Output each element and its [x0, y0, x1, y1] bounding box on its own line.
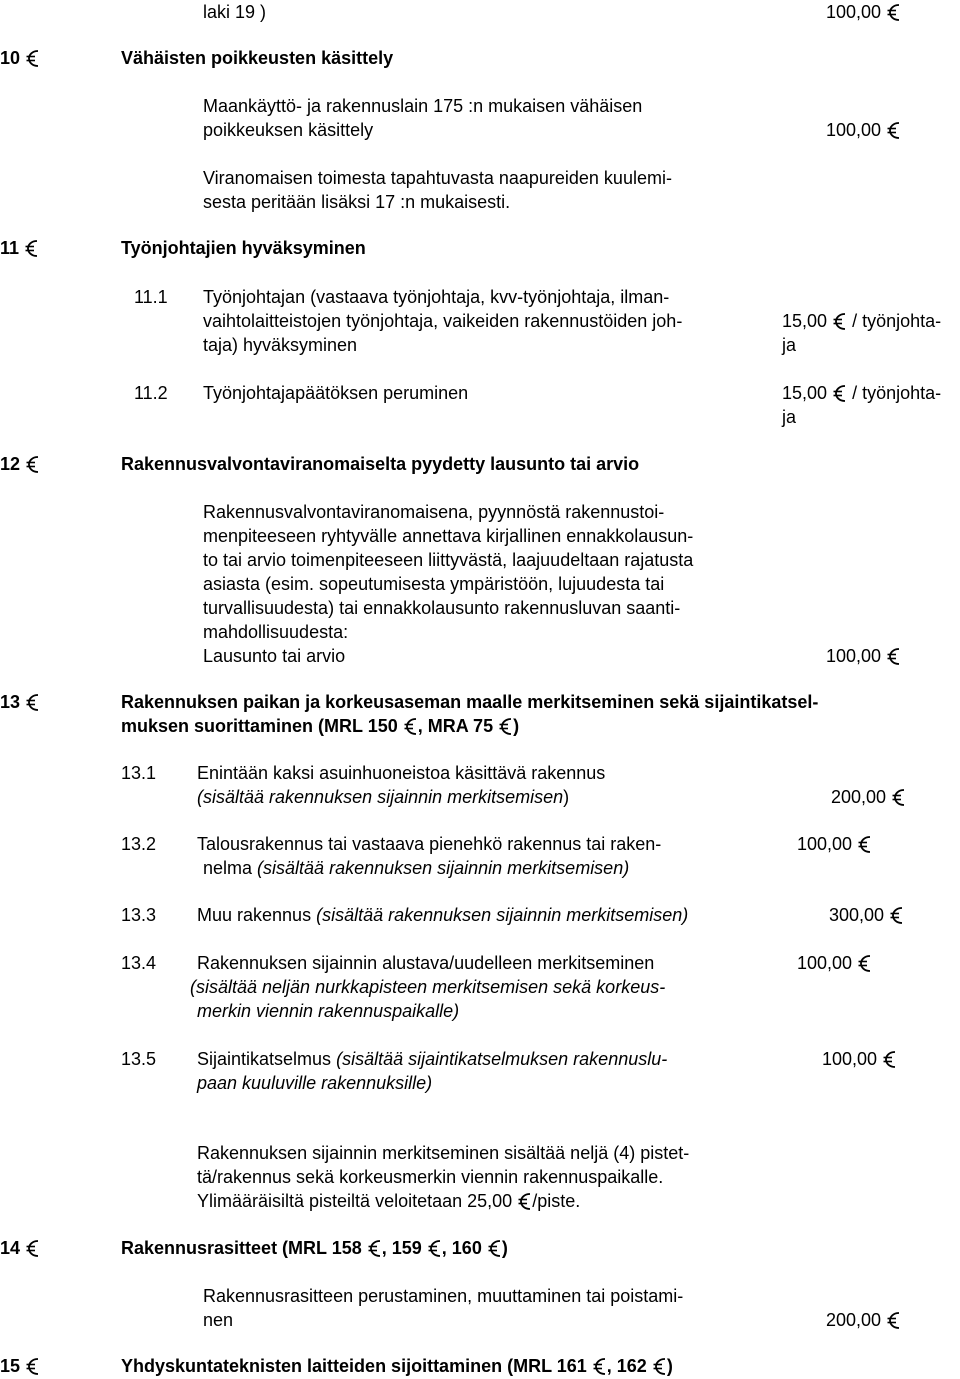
fee-unit: ja — [782, 407, 797, 427]
section-title: Rakennusvalvontaviranomaiselta pyydetty lausunto tai arvio — [121, 454, 640, 474]
note-line: tä/rakennus sekä korkeusmerkin viennin rakennuspaikalle. — [197, 1167, 664, 1187]
note-line: Rakennuksen sijainnin merkitseminen sisältää neljä (4) pistet- — [197, 1143, 690, 1163]
item-number: 13.5 — [121, 1049, 157, 1069]
paragraph-line: asiasta (esim. sopeutumisesta ympäristöön, lujuudesta tai — [203, 574, 665, 594]
law-ref: laki 19 ) — [203, 2, 267, 22]
euro-icon — [883, 1050, 897, 1068]
section-sign-icon — [593, 1357, 607, 1375]
paragraph-line: menpiteeseen ryhtyvälle annettava kirjallinen ennakkolausun- — [203, 526, 694, 546]
fee-amount: 100,00 — [797, 832, 872, 856]
paragraph-line: Maankäyttö- ja rakennuslain 175 :n mukaisen vähäisen — [203, 96, 643, 116]
section-title: Rakennusrasitteet (MRL 158 , 159 , 160 ) — [121, 1238, 508, 1258]
section-number: 15 — [0, 1354, 40, 1378]
section-number: 13 — [0, 690, 40, 714]
note-line: Ylimääräisiltä pisteiltä veloitetaan 25,00 /piste. — [197, 1191, 581, 1211]
paragraph-line: Lausunto tai arvio — [203, 646, 346, 666]
fee-amount: 200,00 — [831, 785, 906, 809]
fee-amount: 100,00 — [826, 118, 901, 142]
section-sign-icon — [26, 455, 40, 473]
section-sign-icon — [428, 1239, 442, 1257]
euro-icon — [887, 3, 901, 21]
fee-amount: 200,00 — [826, 1308, 901, 1332]
fee-amount: 300,00 — [829, 903, 904, 927]
item-number: 13.4 — [121, 953, 157, 973]
euro-icon — [858, 835, 872, 853]
section-sign-icon — [26, 1239, 40, 1257]
section-title: Rakennuksen paikan ja korkeusaseman maalle merkitseminen sekä sijaintikatsel- — [121, 692, 819, 712]
item-line: (sisältää neljän nurkkapisteen merkitsemisen sekä korkeus- — [190, 977, 666, 997]
item-number: 13.1 — [121, 763, 157, 783]
item-number: 11.1 — [134, 287, 168, 307]
section-sign-icon — [26, 1357, 40, 1375]
item-number: 13.2 — [121, 834, 157, 854]
item-line: Enintään kaksi asuinhuoneistoa käsittävä rakennus — [197, 763, 606, 783]
fee-amount: 100,00 — [822, 1047, 897, 1071]
fee-amount: 100,00 — [826, 644, 901, 668]
item-number: 13.3 — [121, 905, 157, 925]
section-sign-icon — [26, 49, 40, 67]
paragraph-line: Rakennusvalvontaviranomaisena, pyynnöstä rakennustoi- — [203, 502, 665, 522]
paragraph-line: to tai arvio toimenpiteeseen liittyvästä, laajuudeltaan rajatusta — [203, 550, 694, 570]
item-line: Muu rakennus (sisältää rakennuksen sijainnin merkitsemisen) — [197, 905, 689, 925]
section-number: 10 — [0, 46, 40, 70]
euro-icon — [833, 312, 847, 330]
fee-amount: 100,00 — [826, 0, 901, 24]
item-number: 11.2 — [134, 383, 168, 403]
note-line: Viranomaisen toimesta tapahtuvasta naapureiden kuulemi- — [203, 168, 672, 188]
item-line: vaihtolaitteistojen työnjohtaja, vaikeiden rakennustöiden joh- — [203, 311, 683, 331]
fee-unit: ja — [782, 335, 797, 355]
item-line: Rakennuksen sijainnin alustava/uudelleen merkitseminen — [197, 953, 655, 973]
fee-amount: 15,00 / työnjohta- — [782, 383, 942, 403]
fee-amount: 100,00 — [797, 951, 872, 975]
item-line: Työnjohtajapäätöksen peruminen — [203, 383, 469, 403]
section-sign-icon — [368, 1239, 382, 1257]
paragraph-line: mahdollisuudesta: — [203, 622, 349, 642]
section-title: Työnjohtajien hyväksyminen — [121, 238, 366, 258]
item-line: Työnjohtajan (vastaava työnjohtaja, kvv-työnjohtaja, ilman- — [203, 287, 670, 307]
euro-icon — [887, 121, 901, 139]
section-sign-icon — [499, 717, 513, 735]
euro-icon — [890, 906, 904, 924]
section-sign-icon — [404, 717, 418, 735]
section-number: 11 — [0, 236, 39, 260]
section-number: 14 — [0, 1236, 40, 1260]
item-line: (sisältää rakennuksen sijainnin merkitsemisen) — [197, 787, 570, 807]
section-title: Yhdyskuntateknisten laitteiden sijoittaminen (MRL 161 , 162 ) — [121, 1356, 673, 1376]
euro-icon — [887, 647, 901, 665]
paragraph-line: nen — [203, 1310, 234, 1330]
section-number: 12 — [0, 452, 40, 476]
euro-icon — [833, 384, 847, 402]
euro-icon — [892, 788, 906, 806]
section-title: Vähäisten poikkeusten käsittely — [121, 48, 394, 68]
euro-icon — [887, 1311, 901, 1329]
section-title: muksen suorittaminen (MRL 150 , MRA 75 ) — [121, 716, 520, 736]
item-line: Sijaintikatselmus (sisältää sijaintikatselmuksen rakennuslu- — [197, 1049, 668, 1069]
section-sign-icon — [653, 1357, 667, 1375]
paragraph-line: Rakennusrasitteen perustaminen, muuttaminen tai poistami- — [203, 1286, 684, 1306]
note-line: sesta peritään lisäksi 17 :n mukaisesti. — [203, 192, 511, 212]
section-sign-icon — [25, 239, 39, 257]
section-sign-icon — [26, 693, 40, 711]
item-line: nelma (sisältää rakennuksen sijainnin merkitsemisen) — [203, 858, 630, 878]
item-line: taja) hyväksyminen — [203, 335, 358, 355]
paragraph-line: turvallisuudesta) tai ennakkolausunto rakennusluvan saanti- — [203, 598, 681, 618]
fee-amount: 15,00 / työnjohta- — [782, 311, 942, 331]
section-sign-icon — [488, 1239, 502, 1257]
item-line: Talousrakennus tai vastaava pienehkö rakennus tai raken- — [197, 834, 662, 854]
item-line: paan kuuluville rakennuksille) — [197, 1073, 433, 1093]
paragraph-line: poikkeuksen käsittely — [203, 120, 374, 140]
euro-icon — [858, 954, 872, 972]
euro-icon — [518, 1192, 532, 1210]
item-line: merkin viennin rakennuspaikalle) — [197, 1001, 460, 1021]
